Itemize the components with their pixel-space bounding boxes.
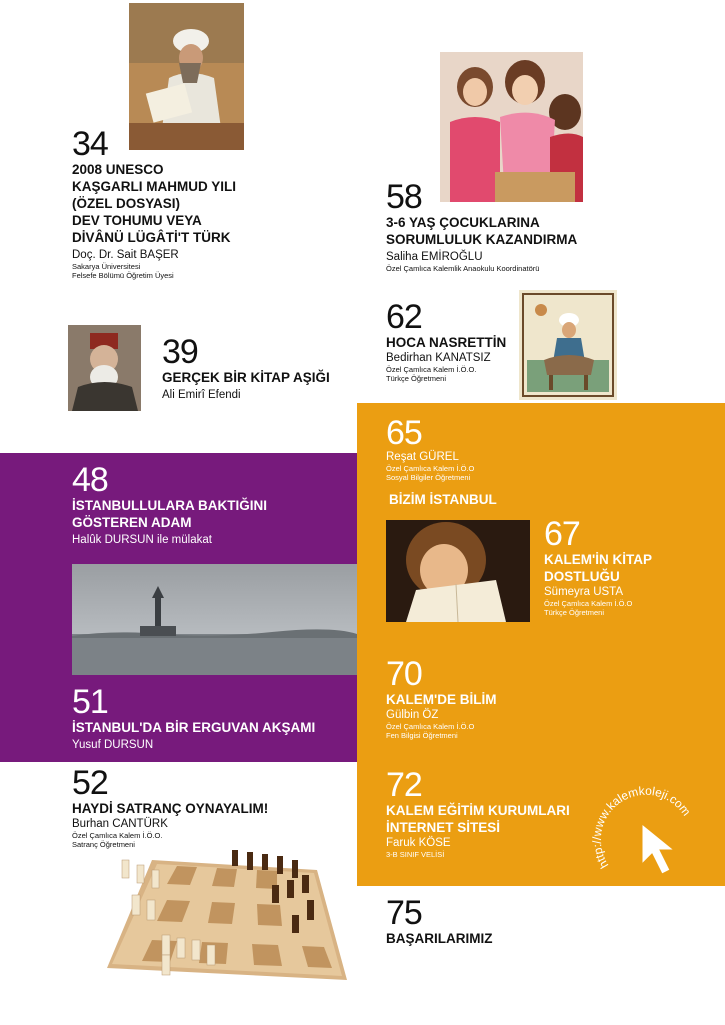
article-author: Doç. Dr. Sait BAŞER [72, 249, 179, 261]
article-67[interactable] [544, 517, 714, 617]
article-34[interactable] [72, 127, 302, 280]
page-number: 62 [386, 298, 422, 336]
title-line: DOSTLUĞU [544, 569, 620, 584]
author-role: Sakarya Üniversitesi [72, 262, 141, 271]
article-72[interactable] [386, 768, 596, 859]
title-line: İNTERNET SİTESİ [386, 820, 501, 835]
author-role: Türkçe Öğretmeni [386, 374, 447, 383]
author-role: Özel Çamlıca Kalem İ.Ö.O [386, 464, 475, 473]
article-title: BİZİM İSTANBUL [389, 492, 497, 507]
article-52[interactable] [72, 766, 342, 849]
article-title: BAŞARILARIMIZ [386, 931, 493, 946]
article-author: Yusuf DURSUN [72, 739, 154, 751]
photo-nasreddin-hodja [519, 290, 617, 400]
article-title [72, 497, 352, 531]
author-role: Özel Çamlıca Kalem İ.Ö.O [386, 722, 475, 731]
page-number: 75 [386, 894, 422, 932]
photo-chessboard [102, 840, 350, 992]
cursor-icon [590, 772, 705, 887]
article-title [544, 551, 714, 585]
author-role: Türkçe Öğretmeni [544, 608, 605, 617]
article-author: Faruk KÖSE [386, 837, 451, 849]
article-70[interactable] [386, 657, 586, 740]
title-line: 2008 UNESCO [72, 162, 164, 177]
article-author: Ali Emirî Efendi [162, 389, 241, 401]
article-author: Burhan CANTÜRK [72, 818, 168, 830]
article-65[interactable] [386, 416, 586, 508]
page-number: 58 [386, 178, 422, 216]
article-title: HOCA NASRETTİN [386, 335, 507, 350]
article-title: GERÇEK BİR KİTAP AŞIĞI [162, 370, 330, 385]
page-number: 34 [72, 125, 108, 163]
article-author: Halûk DURSUN ile mülakat [72, 534, 212, 546]
website-url: http://www.kalemkoleji.com [590, 783, 694, 872]
article-75[interactable] [386, 896, 586, 947]
article-author: Bedirhan KANATSIZ [386, 352, 491, 364]
page-number: 65 [386, 414, 422, 452]
article-title: İSTANBUL'DA BİR ERGUVAN AKŞAMI [72, 720, 316, 735]
article-author: Gülbin ÖZ [386, 709, 439, 721]
title-line: KALEM EĞİTİM KURUMLARI [386, 803, 570, 818]
title-line: (ÖZEL DOSYASI) [72, 196, 181, 211]
article-author: Saliha EMİROĞLU [386, 251, 483, 263]
author-role: Fen Bilgisi Öğretmeni [386, 731, 458, 740]
article-title [386, 214, 616, 248]
page-number: 48 [72, 461, 108, 499]
author-role: Özel Çamlıca Kalem İ.Ö.O [544, 599, 633, 608]
page-number: 52 [72, 764, 108, 802]
author-role: Özel Çamlıca Kalem İ.Ö.O. [72, 831, 163, 840]
article-title [72, 161, 302, 246]
author-role: 3-B SINIF VELİSİ [386, 850, 445, 859]
title-line: KALEM'İN KİTAP [544, 552, 652, 567]
article-title [386, 802, 596, 836]
author-role: Satranç Öğretmeni [72, 840, 135, 849]
photo-maidens-tower [72, 564, 357, 675]
article-39[interactable] [162, 335, 352, 402]
author-role: Sosyal Bilgiler Öğretmeni [386, 473, 471, 482]
photo-girl-reading [386, 520, 530, 622]
title-line: DEV TOHUMU VEYA [72, 213, 202, 228]
article-author: Sümeyra USTA [544, 586, 624, 598]
article-title: KALEM'DE BİLİM [386, 692, 497, 707]
author-role: Özel Çamlıca Kalemlik Anaokulu Koordinatörü [386, 264, 540, 273]
title-line: GÖSTEREN ADAM [72, 515, 192, 530]
title-line: SORUMLULUK KAZANDIRMA [386, 232, 578, 247]
page-number: 39 [162, 333, 198, 371]
website-url-badge[interactable] [590, 772, 705, 887]
author-role: Özel Çamlıca Kalem İ.Ö.O. [386, 365, 477, 374]
page-number: 67 [544, 515, 580, 553]
page-number: 72 [386, 766, 422, 804]
photo-ali-emiri [68, 325, 141, 411]
title-line: 3-6 YAŞ ÇOCUKLARINA [386, 215, 540, 230]
article-58[interactable] [386, 180, 616, 273]
author-role: Felsefe Bölümü Öğretim Üyesi [72, 271, 174, 280]
article-62[interactable] [386, 300, 516, 383]
title-line: İSTANBULLULARA BAKTIĞINI [72, 498, 267, 513]
page-number: 70 [386, 655, 422, 693]
article-48[interactable] [72, 463, 352, 547]
article-51[interactable] [72, 685, 357, 752]
article-author: Reşat GÜREL [386, 451, 459, 463]
title-line: KAŞGARLI MAHMUD YILI [72, 179, 236, 194]
article-title: HAYDİ SATRANÇ OYNAYALIM! [72, 801, 269, 816]
page-number: 51 [72, 683, 108, 721]
title-line: DİVÂNÜ LÜGÂTİ'T TÜRK [72, 230, 231, 245]
